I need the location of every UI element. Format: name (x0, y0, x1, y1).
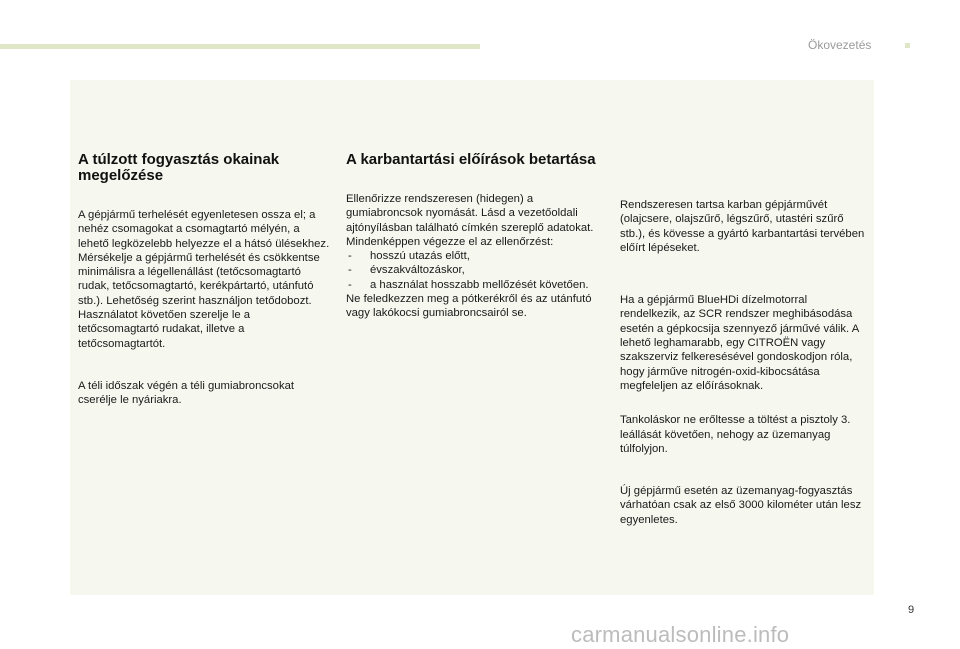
list-item: - hosszú utazás előtt, (346, 249, 602, 263)
paragraph: Ne feledkezzen meg a pótkerékről és az utánfutó vagy lakókocsi gumiabroncsairól se. (346, 293, 592, 320)
paragraph: Új gépjármű esetén az üzemanyag-fogyasztás várhatóan csak az első 3000 kilométer után lesz egyenletes. (620, 485, 862, 526)
paragraph: A gépjármű terhelését egyenletesen ossza el; a nehéz csomagokat a csomagtartó mélyén, a lehető legközelebb helyezze el a hátsó ülésekhez. (78, 209, 330, 250)
watermark: carmanualsonline.info (571, 622, 790, 647)
page-number: 9 (908, 604, 915, 616)
heading-maintenance: A karbantartási előírások betartása (346, 151, 596, 168)
section-title: Ökovezetés (808, 38, 872, 52)
list-item: - a használat hosszabb mellőzését követően. (346, 278, 602, 292)
check-list (346, 249, 602, 292)
paragraph: Használatot követően szerelje le a tetőcsomagtartó rudakat, illetve a tetőcsomagtartót. (78, 309, 251, 350)
column-overconsumption (78, 152, 330, 408)
paragraph: Mérsékelje a gépjármű terhelését és csökkentse minimálisra a légellenállást (tetőcsomagtartó rudak, tetőcsomagtartó, kerékpártartó, utánfutó stb.). Lehetőség szerint használjon tetődobozt. (78, 251, 320, 307)
header-accent-bar (0, 44, 480, 49)
heading-overconsumption: A túlzott fogyasztás okainak megelőzése (78, 151, 280, 184)
column-maintenance (346, 152, 602, 321)
list-item: - évszakváltozáskor, (346, 263, 602, 277)
paragraph: Mindenképpen végezze el az ellenőrzést: (346, 235, 554, 248)
paragraph: A téli időszak végén a téli gumiabroncsokat cserélje le nyáriakra. (78, 379, 295, 407)
paragraph: Rendszeresen tartsa karban gépjárművét (olajcsere, olajszűrő, légszűrő, utastéri szűrő stb.), és kövesse a gyártó karbantartási tervében előírt lépéseket. (620, 199, 865, 254)
section-marker (905, 43, 910, 48)
paragraph: Ellenőrizze rendszeresen (hidegen) a gumiabroncsok nyomását. Lásd a vezetőoldali ajtónyílásban található címkén szereplő adatokat. (346, 193, 594, 234)
paragraph: Ha a gépjármű BlueHDi dízelmotorral rendelkezik, az SCR rendszer meghibásodása esetén a gépkocsija szennyező járművé válik. A lehető leghamarabb, egy CITROËN vagy szakszerviz felkeresésével gondoskodjon róla, hogy járműve nitrogén-oxid-kibocsátása megfeleljen az előírásoknak. (620, 294, 859, 392)
column-maintenance-continued (620, 198, 870, 527)
paragraph: Tankoláskor ne erőltesse a töltést a pisztoly 3. leállását követően, nehogy az üzemanyag túlfolyjon. (620, 414, 851, 455)
